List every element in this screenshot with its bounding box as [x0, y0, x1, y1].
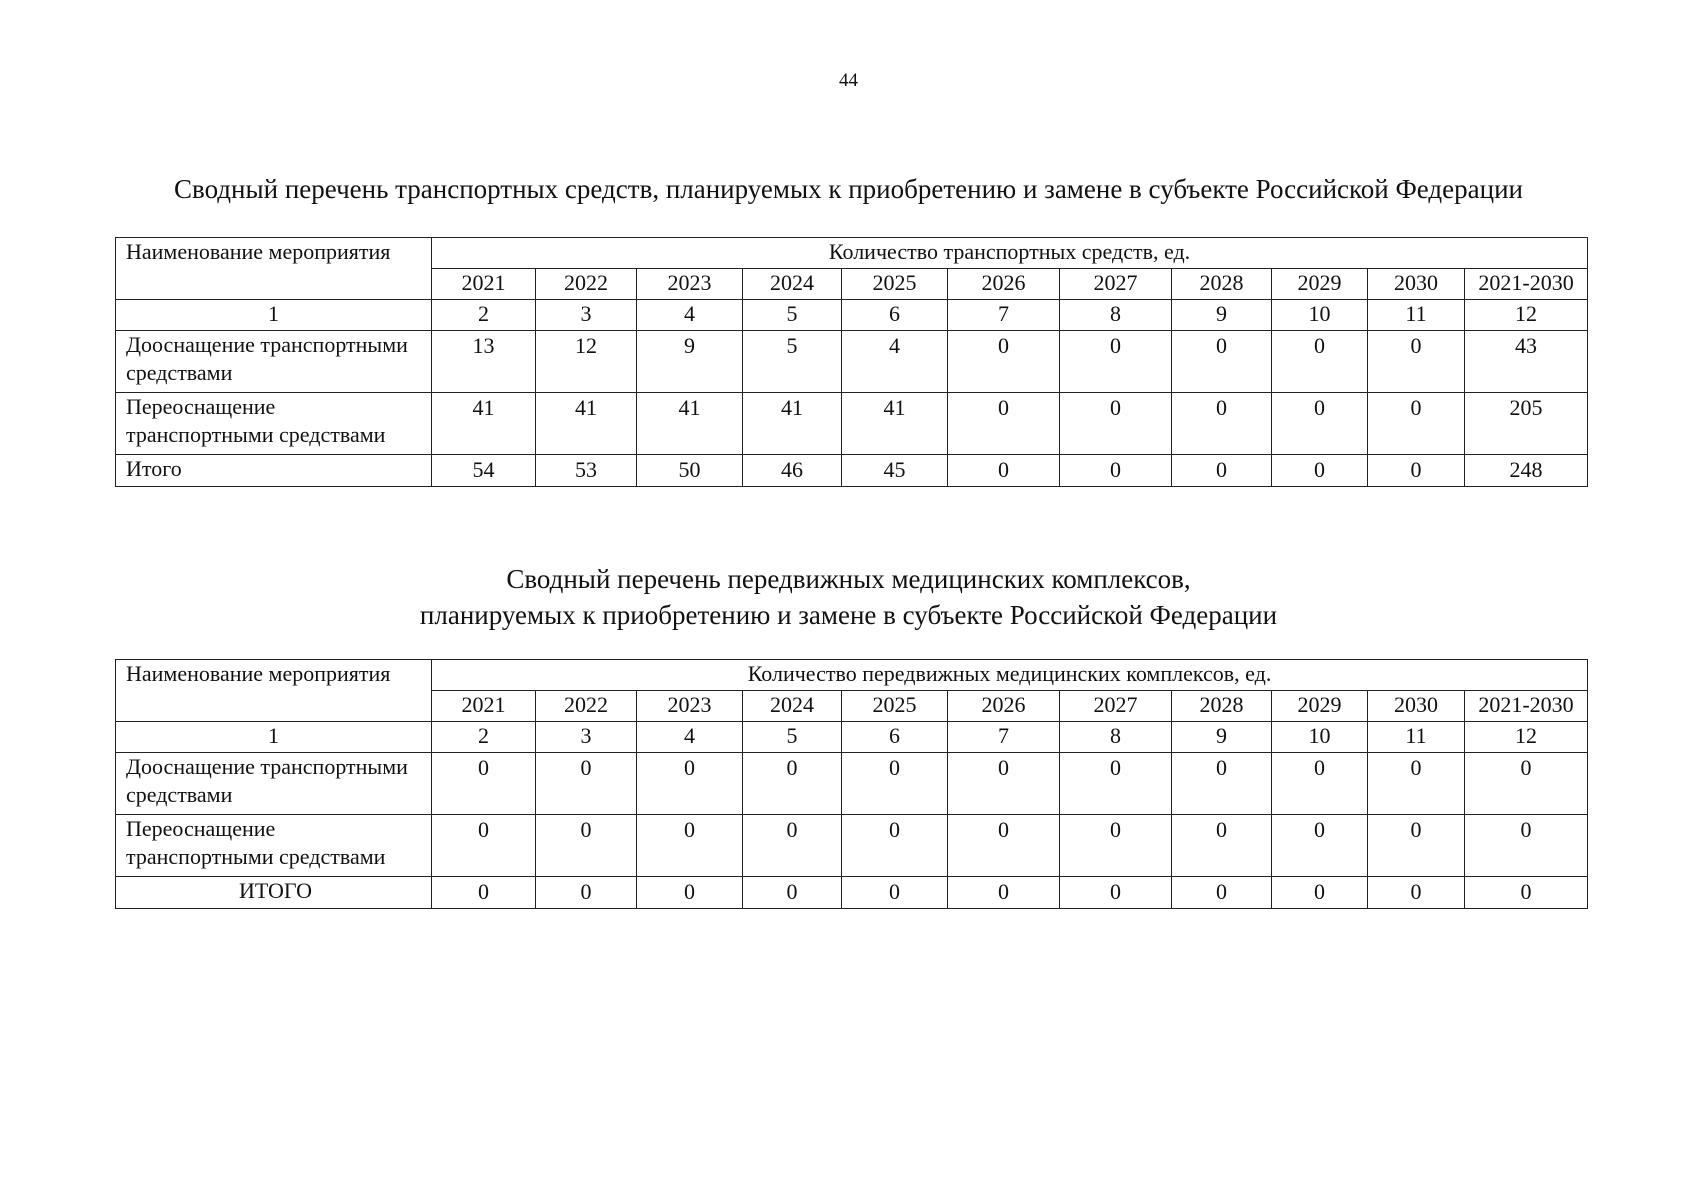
row-value: 0	[743, 815, 842, 877]
year-header: 2024	[743, 269, 842, 300]
row-value: 0	[1465, 753, 1588, 815]
column-number: 2	[432, 722, 536, 753]
year-header: 2022	[536, 269, 637, 300]
year-header: 2025	[842, 691, 948, 722]
column-number: 1	[116, 722, 432, 753]
vehicles-table	[115, 237, 1588, 487]
row-value: 0	[1272, 815, 1368, 877]
row-name: ИТОГО	[116, 877, 432, 909]
row-name: Дооснащение транспортными средствами	[116, 331, 432, 393]
row-value: 12	[536, 331, 637, 393]
row-value: 41	[743, 393, 842, 455]
column-number: 11	[1368, 300, 1465, 331]
row-name: Дооснащение транспортными средствами	[116, 753, 432, 815]
row-value: 0	[1368, 877, 1465, 909]
row-value: 0	[948, 331, 1060, 393]
row-value: 0	[637, 753, 743, 815]
section1-title-text: Сводный перечень транспортных средств, планируемых к приобретению и замене в субъекте Российской Федерации	[174, 174, 1523, 204]
row-value: 0	[1368, 753, 1465, 815]
row-value: 0	[1060, 393, 1172, 455]
column-number: 7	[948, 722, 1060, 753]
column-number: 3	[536, 722, 637, 753]
row-value: 4	[842, 331, 948, 393]
row-value: 0	[948, 455, 1060, 487]
year-header: 2023	[637, 691, 743, 722]
year-header: 2025	[842, 269, 948, 300]
table-row	[116, 331, 1588, 393]
row-value: 0	[1465, 877, 1588, 909]
column-number: 10	[1272, 300, 1368, 331]
year-header: 2021-2030	[1465, 691, 1588, 722]
year-header: 2026	[948, 691, 1060, 722]
row-value: 0	[743, 753, 842, 815]
year-header: 2028	[1172, 691, 1272, 722]
section1-title	[0, 172, 1697, 208]
row-value: 0	[1060, 877, 1172, 909]
table-row	[116, 877, 1588, 909]
row-value: 0	[1060, 331, 1172, 393]
column-number: 3	[536, 300, 637, 331]
column-number: 5	[743, 300, 842, 331]
column-number: 4	[637, 722, 743, 753]
row-value: 41	[432, 393, 536, 455]
row-value: 0	[536, 753, 637, 815]
column-number: 8	[1060, 300, 1172, 331]
year-header: 2021-2030	[1465, 269, 1588, 300]
page-number: 44	[839, 70, 858, 91]
row-value: 0	[1060, 753, 1172, 815]
row-value: 0	[637, 877, 743, 909]
row-value: 0	[1060, 815, 1172, 877]
row-value: 0	[637, 815, 743, 877]
row-name: Итого	[116, 455, 432, 487]
row-value: 0	[1368, 455, 1465, 487]
year-header: 2027	[1060, 269, 1172, 300]
year-header: 2028	[1172, 269, 1272, 300]
year-header: 2030	[1368, 269, 1465, 300]
row-value: 0	[1172, 815, 1272, 877]
row-value: 0	[842, 815, 948, 877]
column-number: 1	[116, 300, 432, 331]
row-value: 0	[432, 815, 536, 877]
section2-title	[0, 562, 1697, 633]
column-number: 12	[1465, 300, 1588, 331]
row-value: 0	[948, 753, 1060, 815]
year-header: 2021	[432, 691, 536, 722]
row-value: 0	[1172, 455, 1272, 487]
row-value: 0	[1172, 331, 1272, 393]
row-value: 248	[1465, 455, 1588, 487]
year-header: 2030	[1368, 691, 1465, 722]
row-value: 0	[1368, 331, 1465, 393]
mobile-complexes-table-body	[116, 660, 1588, 909]
row-value: 0	[1172, 877, 1272, 909]
year-header: 2029	[1272, 691, 1368, 722]
row-value: 53	[536, 455, 637, 487]
row-value: 41	[536, 393, 637, 455]
vehicles-table-body	[116, 238, 1588, 487]
column-numbers-row	[116, 300, 1588, 331]
row-name: Переоснащение транспортными средствами	[116, 815, 432, 877]
year-header: 2024	[743, 691, 842, 722]
row-value: 50	[637, 455, 743, 487]
year-header: 2026	[948, 269, 1060, 300]
column-number: 11	[1368, 722, 1465, 753]
row-value: 0	[1060, 455, 1172, 487]
header-row	[116, 660, 1588, 691]
name-column-header: Наименование мероприятия	[116, 238, 432, 300]
column-numbers-row	[116, 722, 1588, 753]
row-value: 0	[1272, 455, 1368, 487]
row-value: 0	[842, 877, 948, 909]
year-header: 2022	[536, 691, 637, 722]
row-value: 205	[1465, 393, 1588, 455]
row-value: 0	[432, 877, 536, 909]
row-value: 5	[743, 331, 842, 393]
column-number: 10	[1272, 722, 1368, 753]
row-value: 0	[1272, 331, 1368, 393]
row-value: 45	[842, 455, 948, 487]
row-value: 43	[1465, 331, 1588, 393]
quantity-group-header: Количество транспортных средств, ед.	[432, 238, 1588, 269]
row-value: 41	[842, 393, 948, 455]
name-column-header: Наименование мероприятия	[116, 660, 432, 722]
column-number: 7	[948, 300, 1060, 331]
column-number: 2	[432, 300, 536, 331]
column-number: 8	[1060, 722, 1172, 753]
row-value: 0	[1368, 393, 1465, 455]
row-value: 0	[1272, 877, 1368, 909]
row-value: 0	[1465, 815, 1588, 877]
row-value: 0	[743, 877, 842, 909]
row-value: 0	[1172, 753, 1272, 815]
row-value: 0	[948, 393, 1060, 455]
year-header: 2021	[432, 269, 536, 300]
row-value: 9	[637, 331, 743, 393]
column-number: 5	[743, 722, 842, 753]
year-header: 2027	[1060, 691, 1172, 722]
column-number: 4	[637, 300, 743, 331]
row-value: 0	[1272, 753, 1368, 815]
row-value: 0	[1272, 393, 1368, 455]
column-number: 6	[842, 722, 948, 753]
row-value: 41	[637, 393, 743, 455]
section2-title-line1: Сводный перечень передвижных медицинских комплексов,	[506, 564, 1191, 594]
mobile-complexes-table	[115, 659, 1588, 909]
row-value: 13	[432, 331, 536, 393]
row-value: 0	[948, 877, 1060, 909]
table-row	[116, 753, 1588, 815]
row-value: 0	[432, 753, 536, 815]
table-row	[116, 815, 1588, 877]
row-value: 0	[1172, 393, 1272, 455]
row-value: 54	[432, 455, 536, 487]
column-number: 9	[1172, 300, 1272, 331]
row-value: 0	[536, 877, 637, 909]
column-number: 6	[842, 300, 948, 331]
table-row	[116, 455, 1588, 487]
section2-title-line2: планируемых к приобретению и замене в субъекте Российской Федерации	[419, 599, 1278, 630]
year-header: 2023	[637, 269, 743, 300]
quantity-group-header: Количество передвижных медицинских комплексов, ед.	[432, 660, 1588, 691]
row-value: 0	[948, 815, 1060, 877]
row-value: 46	[743, 455, 842, 487]
column-number: 9	[1172, 722, 1272, 753]
row-value: 0	[1368, 815, 1465, 877]
column-number: 12	[1465, 722, 1588, 753]
row-name: Переоснащение транспортными средствами	[116, 393, 432, 455]
row-value: 0	[842, 753, 948, 815]
table-row	[116, 393, 1588, 455]
header-row	[116, 238, 1588, 269]
row-value: 0	[536, 815, 637, 877]
year-header: 2029	[1272, 269, 1368, 300]
